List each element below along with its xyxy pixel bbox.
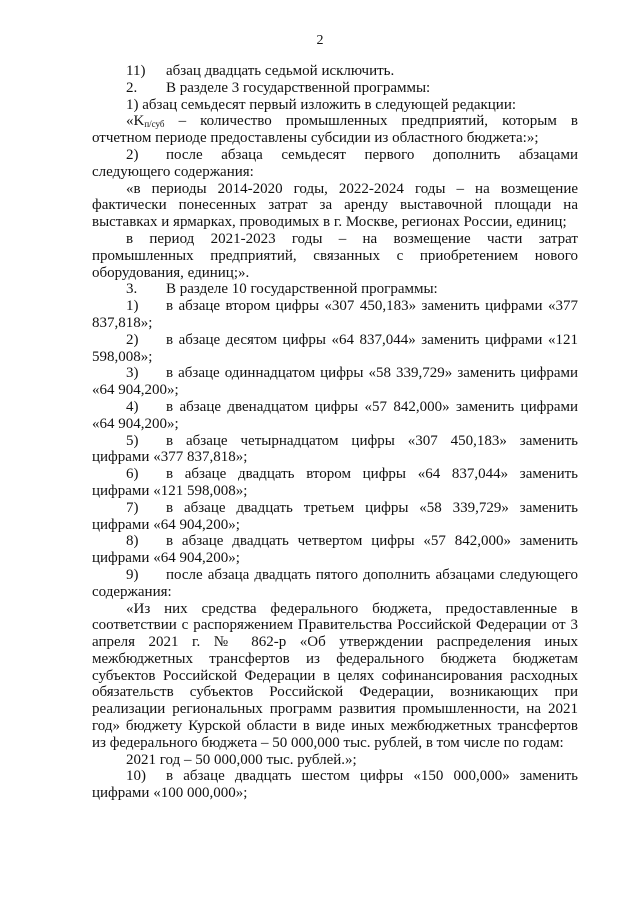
paragraph-text: в абзаце четырнадцатом цифры «307 450,183» заменить цифрами «377 837,818»; (92, 432, 578, 466)
paragraph (92, 752, 578, 769)
paragraph-text: абзац двадцать седьмой исключить. (166, 63, 395, 79)
item-number: 7) (126, 499, 139, 516)
paragraph-text: 1) абзац семьдесят первый изложить в следующей редакции: (126, 96, 517, 113)
paragraph-text: в абзаце двенадцатом цифры «57 842,000» заменить цифрами «64 904,200»; (92, 398, 578, 432)
item-number: 2) (126, 146, 139, 163)
paragraph (92, 332, 578, 366)
paragraph-text: в абзаце одиннадцатом цифры «58 339,729» заменить цифрами «64 904,200»; (92, 365, 578, 399)
paragraph-text: «в периоды 2014-2020 годы, 2022-2024 годы – на возмещение фактически понесенных затрат за аренду выставочной площади на выставках и ярмарках, проводимых в г. Москве, регионах России, единиц; (92, 180, 578, 231)
paragraph (92, 97, 578, 114)
item-number: 6) (126, 466, 139, 483)
formula-subscript: п/суб (144, 119, 165, 130)
paragraph (92, 113, 578, 147)
paragraph-text: «Из них средства федерального бюджета, предоставленные в соответствии с распоряжением Правительства Российской Федерации от 3 апреля 2021 г. № 862-р «Об утверждении распределения иных межбюджетных трансфертов из федерального бюджета бюджетам субъектов Российской Федерации в целях софинансирования расходных обязательств субъектов Российской Федерации, возникающих при реализации региональных программ развития промышленности, на 2021 год» бюджету Курской области в виде иных межбюджетных трансфертов из федерального бюджета – 50 000,000 тыс. рублей, в том числе по годам: (92, 600, 578, 751)
item-number: 10) (126, 768, 146, 785)
document-body (92, 63, 578, 802)
paragraph-text: В разделе 10 государственной программы: (166, 281, 438, 298)
formula-symbol: «K (126, 113, 145, 130)
page-number: 2 (316, 33, 324, 48)
item-number: 4) (126, 398, 139, 415)
item-number: 2. (126, 79, 138, 96)
paragraph-text: после абзаца двадцать пятого дополнить абзацами следующего содержания: (92, 566, 578, 600)
paragraph-text: в абзаце двадцать третьем цифры «58 339,729» заменить цифрами «64 904,200»; (92, 499, 578, 533)
item-number: 1) (126, 298, 139, 315)
item-number: 3) (126, 365, 139, 382)
paragraph-text: – количество промышленных предприятий, которым в отчетном периоде предоставлены субсидии из областного бюджета:»; (92, 113, 578, 147)
paragraph-text: после абзаца семьдесят первого дополнить абзацами следующего содержания: (92, 146, 578, 180)
paragraph-text: в абзаце десятом цифры «64 837,044» заменить цифрами «121 598,008»; (92, 331, 578, 365)
paragraph (92, 399, 578, 433)
paragraph (92, 365, 578, 399)
item-number: 8) (126, 533, 139, 550)
paragraph (92, 533, 578, 567)
item-number: 11) (126, 63, 146, 79)
item-number: 2) (126, 331, 139, 348)
paragraph-text: 2021 год – 50 000,000 тыс. рублей.»; (126, 751, 357, 768)
paragraph (92, 63, 578, 80)
paragraph-text: в абзаце двадцать четвертом цифры «57 842,000» заменить цифрами «64 904,200»; (92, 533, 578, 567)
paragraph (92, 231, 578, 281)
paragraph (92, 298, 578, 332)
paragraph (92, 567, 578, 601)
paragraph-text: В разделе 3 государственной программы: (166, 79, 431, 96)
section-heading (92, 80, 578, 97)
item-number: 3. (126, 281, 138, 298)
paragraph (92, 601, 578, 752)
item-number: 9) (126, 566, 139, 583)
paragraph-text: в период 2021-2023 годы – на возмещение части затрат промышленных предприятий, связанных с приобретением нового оборудования, единиц;». (92, 230, 578, 281)
paragraph (92, 147, 578, 181)
paragraph-text: в абзаце двадцать шестом цифры «150 000,000» заменить цифрами «100 000,000»; (92, 768, 578, 802)
item-number: 5) (126, 432, 139, 449)
paragraph (92, 500, 578, 534)
paragraph (92, 768, 578, 802)
paragraph (92, 466, 578, 500)
section-heading (92, 281, 578, 298)
paragraph-text: в абзаце двадцать втором цифры «64 837,044» заменить цифрами «121 598,008»; (92, 466, 578, 499)
paragraph-text: в абзаце втором цифры «307 450,183» заменить цифрами «377 837,818»; (92, 298, 578, 331)
paragraph (92, 433, 578, 467)
paragraph (92, 181, 578, 231)
